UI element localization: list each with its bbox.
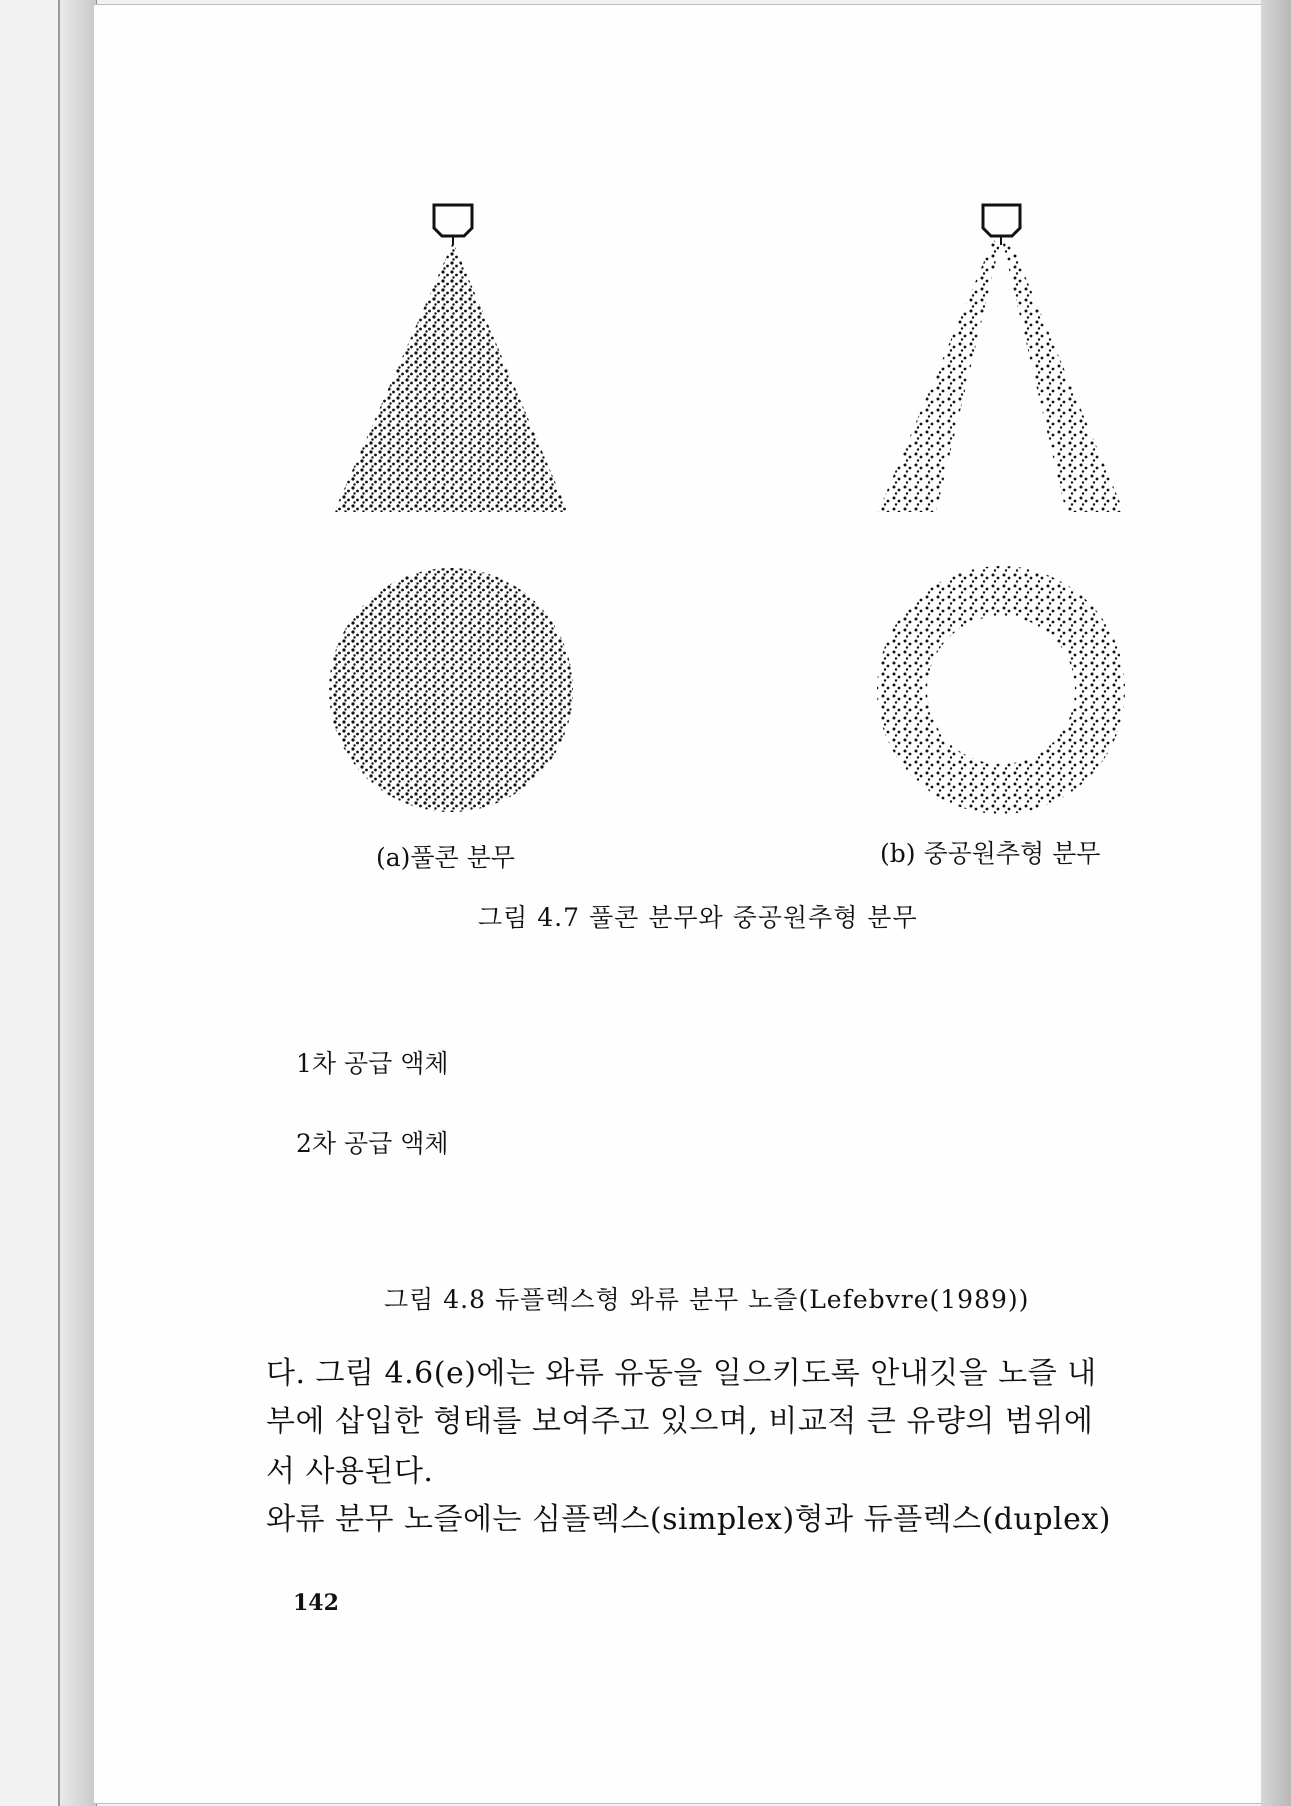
hollow-cone-spray-left <box>878 240 1000 512</box>
full-cone-cross-section <box>329 568 573 812</box>
page-number: 142 <box>293 1590 339 1616</box>
body-text-line: 와류 분무 노즐에는 심플렉스(simplex)형과 듀플렉스(duplex) <box>266 1502 1112 1537</box>
nozzle-b <box>983 205 1020 245</box>
nozzle-a <box>434 205 472 245</box>
figure-4-8-label-secondary-liquid: 2차 공급 액체 <box>296 1129 449 1158</box>
figure-4-7-subcaption-a: (a)풀콘 분무 <box>376 843 515 872</box>
body-text-line: 서 사용된다. <box>266 1454 434 1489</box>
hollow-cone-spray-right <box>1003 240 1124 512</box>
body-text-line: 다. 그림 4.6(e)에는 와류 유동을 일으키도록 안내깃을 노즐 내 <box>266 1356 1097 1391</box>
full-cone-spray <box>334 242 568 512</box>
figure-4-7-caption: 그림 4.7 풀콘 분무와 중공원추형 분무 <box>478 903 918 932</box>
hollow-cone-cross-section <box>877 566 1125 814</box>
body-text-line: 부에 삽입한 형태를 보여주고 있으며, 비교적 큰 유량의 범위에 <box>266 1404 1094 1439</box>
figure-4-8-caption: 그림 4.8 듀플렉스형 와류 분무 노즐(Lefebvre(1989)) <box>384 1285 1030 1314</box>
figure-4-8-label-primary-liquid: 1차 공급 액체 <box>296 1049 449 1078</box>
figure-4-7-subcaption-b: (b) 중공원추형 분무 <box>880 839 1101 868</box>
